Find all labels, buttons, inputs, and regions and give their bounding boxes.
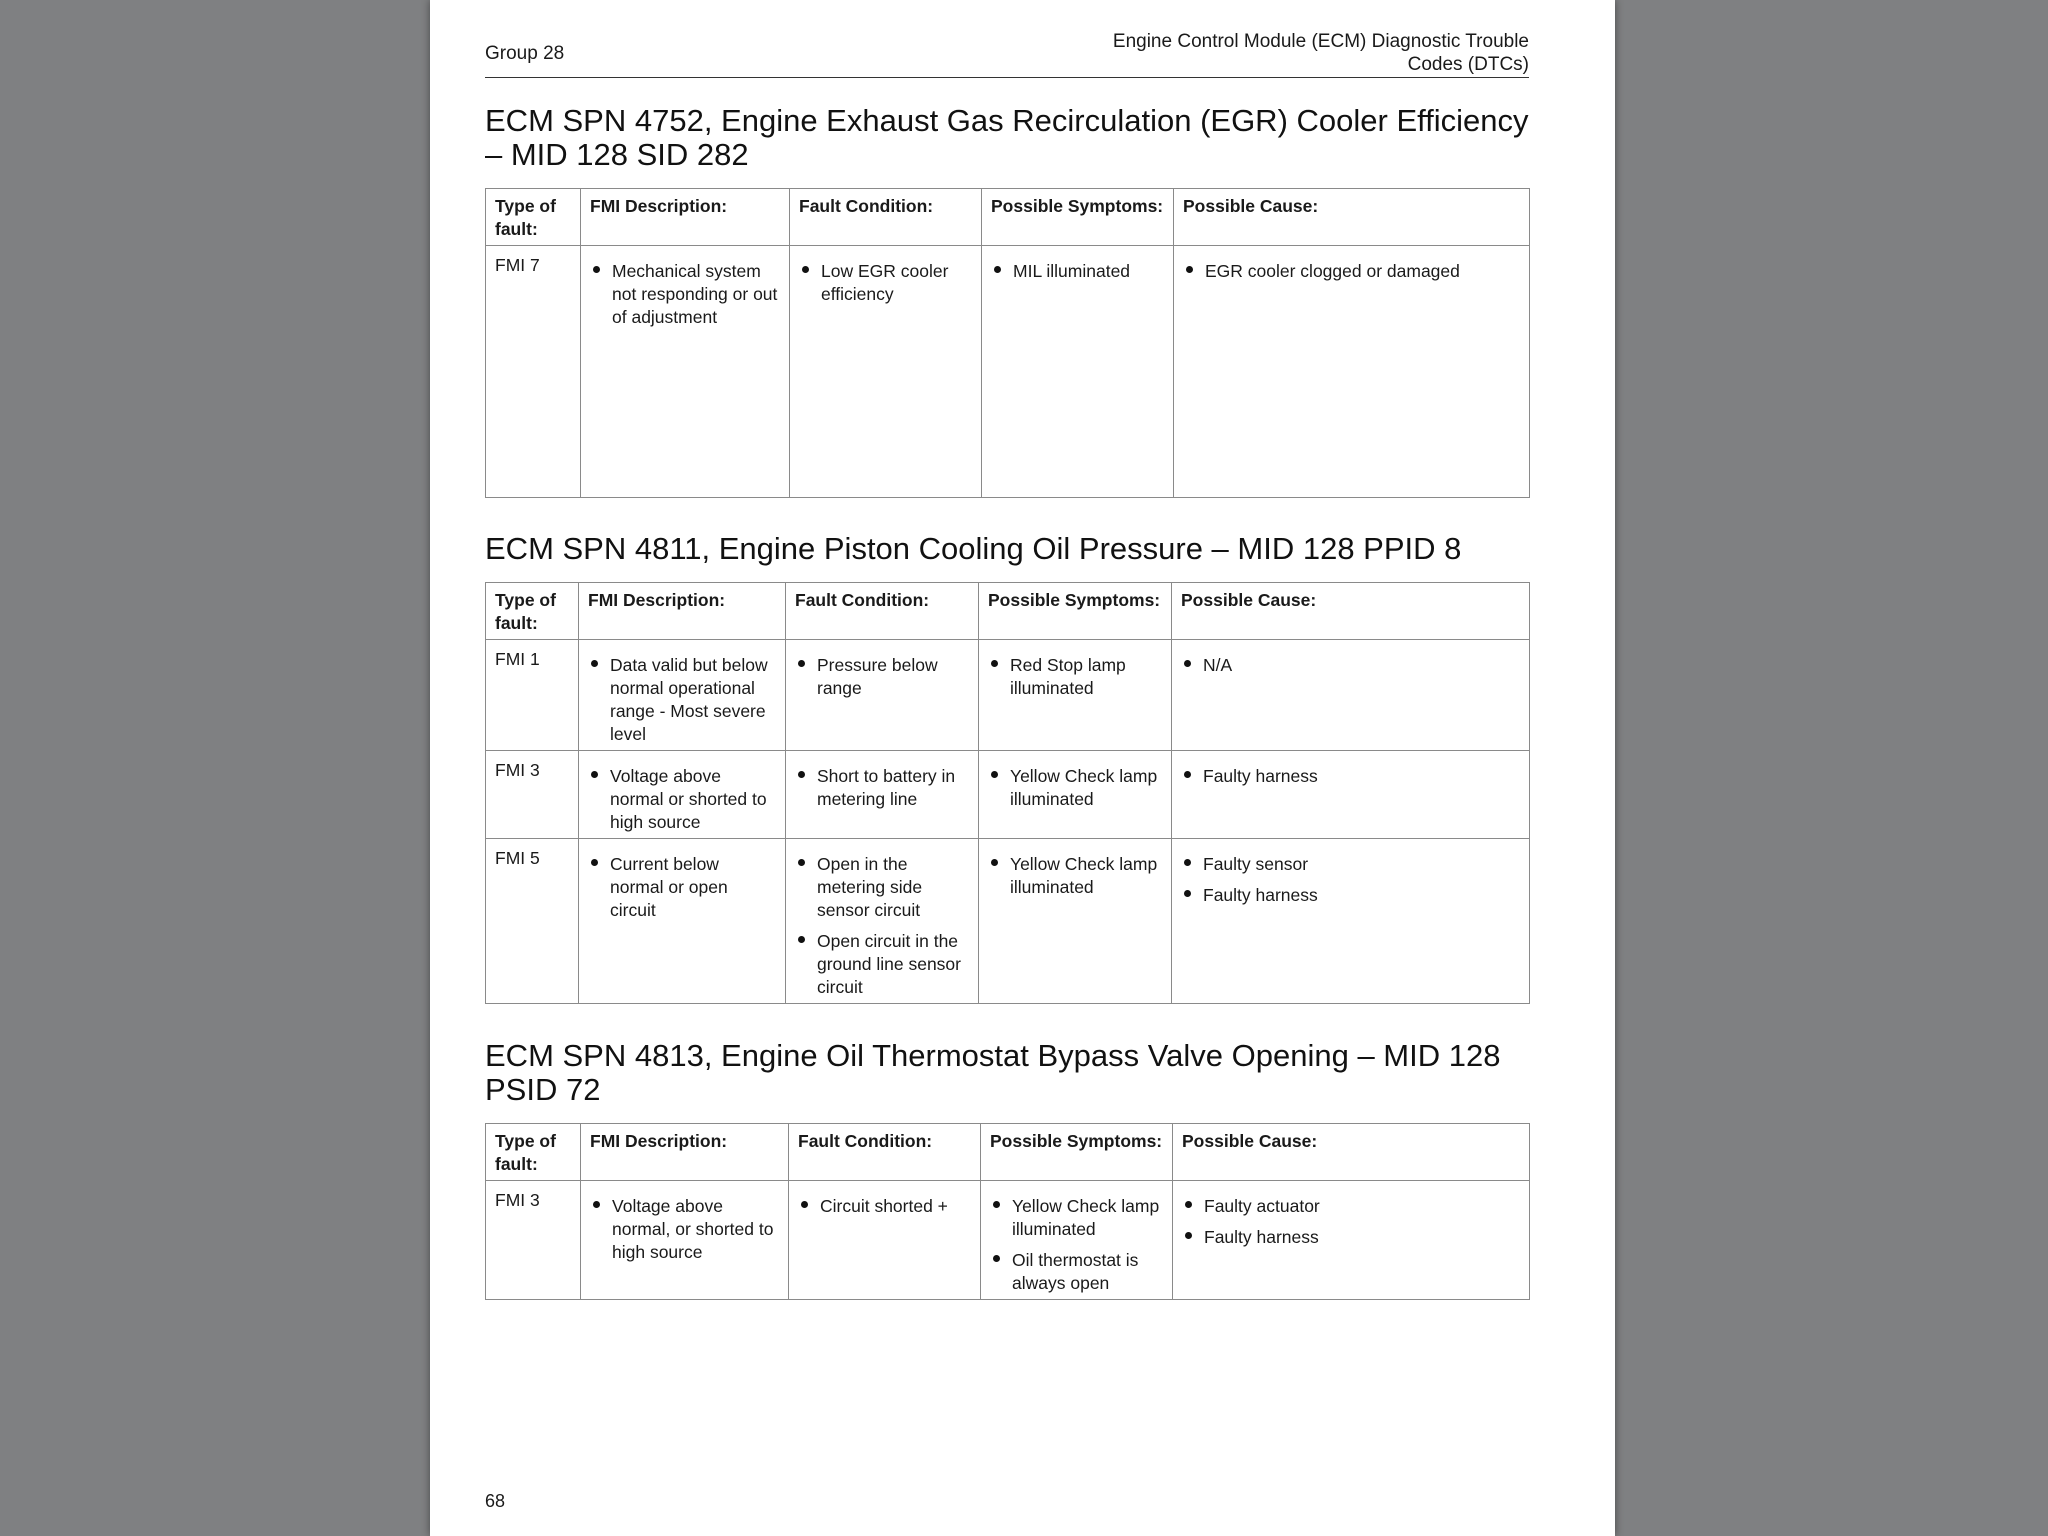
list-item: Current below normal or open circuit [588,853,777,922]
table-row [486,839,1530,1004]
list-item: Voltage above normal, or shorted to high source [590,1195,780,1264]
section-title-spn-4811: ECM SPN 4811, Engine Piston Cooling Oil Pressure – MID 128 PPID 8 [485,531,1462,566]
list-item: Faulty sensor [1181,853,1521,876]
fmi-description-cell [579,751,786,839]
possible-cause-cell [1172,640,1530,751]
table-header-row [486,583,1530,640]
list-item: MIL illuminated [991,260,1165,283]
list-item: Data valid but below normal operational range - Most severe level [588,654,777,746]
possible-symptoms-cell [981,1181,1173,1300]
table-row [486,246,1530,498]
list-item: Faulty harness [1182,1226,1521,1249]
list-item: Circuit shorted + [798,1195,972,1218]
list-item: Yellow Check lamp illuminated [988,853,1163,899]
table-row [486,1181,1530,1300]
list-item: Pressure below range [795,654,970,700]
col-header-possible-symptoms: Possible Symptoms: [982,189,1174,246]
fault-condition-cell [786,640,979,751]
dtc-table-spn-4752 [485,188,1530,498]
fault-type-cell: FMI 5 [486,839,579,1004]
header-chapter-line-1: Engine Control Module (ECM) Diagnostic Trouble [1112,31,1529,52]
list-item: Faulty harness [1181,765,1521,788]
list-item: Open in the metering side sensor circuit [795,853,970,922]
list-item: Red Stop lamp illuminated [988,654,1163,700]
table-row [486,751,1530,839]
fault-condition-cell [789,1181,981,1300]
page-number: 68 [485,1491,506,1511]
fault-condition-cell [786,839,979,1004]
fmi-description-cell [581,1181,789,1300]
possible-symptoms-cell [982,246,1174,498]
list-item: Oil thermostat is always open [990,1249,1164,1295]
fault-condition-cell [786,751,979,839]
list-item: Faulty harness [1181,884,1521,907]
possible-symptoms-cell [979,751,1172,839]
col-header-fault-condition: Fault Condition: [790,189,982,246]
fault-condition-cell [790,246,982,498]
fault-type-cell: FMI 1 [486,640,579,751]
possible-cause-cell [1174,246,1530,498]
list-item: Open circuit in the ground line sensor circuit [795,930,970,999]
col-header-type: Type of fault: [486,189,581,246]
list-item: Low EGR cooler efficiency [799,260,973,306]
list-item: Faulty actuator [1182,1195,1521,1218]
section-title-spn-4752: ECM SPN 4752, Engine Exhaust Gas Recirculation (EGR) Cooler Efficiency – MID 128 SID 282 [485,103,1529,172]
list-item: Short to battery in metering line [795,765,970,811]
list-item: Yellow Check lamp illuminated [988,765,1163,811]
fmi-description-cell [581,246,790,498]
document-page [430,0,1615,1536]
col-header-possible-cause: Possible Cause: [1172,583,1530,640]
col-header-fault-condition: Fault Condition: [789,1124,981,1181]
list-item: Yellow Check lamp illuminated [990,1195,1164,1241]
col-header-type: Type of fault: [486,1124,581,1181]
list-item: Voltage above normal or shorted to high source [588,765,777,834]
col-header-possible-symptoms: Possible Symptoms: [979,583,1172,640]
possible-cause-cell [1172,839,1530,1004]
col-header-type: Type of fault: [486,583,579,640]
list-item: N/A [1181,654,1521,677]
table-header-row [486,1124,1530,1181]
possible-symptoms-cell [979,640,1172,751]
page-header [485,28,1529,78]
section-title-spn-4813: ECM SPN 4813, Engine Oil Thermostat Bypass Valve Opening – MID 128 PSID 72 [485,1038,1501,1107]
col-header-fmi-description: FMI Description: [579,583,786,640]
fault-type-cell: FMI 3 [486,751,579,839]
possible-cause-cell [1173,1181,1530,1300]
list-item: Mechanical system not responding or out of adjustment [590,260,781,329]
list-item: EGR cooler clogged or damaged [1183,260,1521,283]
table-row [486,640,1530,751]
col-header-possible-symptoms: Possible Symptoms: [981,1124,1173,1181]
header-chapter-line-2: Codes (DTCs) [1407,54,1529,75]
col-header-fmi-description: FMI Description: [581,189,790,246]
fmi-description-cell [579,640,786,751]
dtc-table-spn-4813 [485,1123,1530,1300]
header-group-label: Group 28 [485,43,565,64]
fault-type-cell: FMI 3 [486,1181,581,1300]
col-header-fault-condition: Fault Condition: [786,583,979,640]
possible-symptoms-cell [979,839,1172,1004]
header-chapter-title [1009,30,1529,76]
fmi-description-cell [579,839,786,1004]
table-header-row [486,189,1530,246]
col-header-possible-cause: Possible Cause: [1173,1124,1530,1181]
possible-cause-cell [1172,751,1530,839]
col-header-fmi-description: FMI Description: [581,1124,789,1181]
fault-type-cell: FMI 7 [486,246,581,498]
col-header-possible-cause: Possible Cause: [1174,189,1530,246]
dtc-table-spn-4811 [485,582,1530,1004]
